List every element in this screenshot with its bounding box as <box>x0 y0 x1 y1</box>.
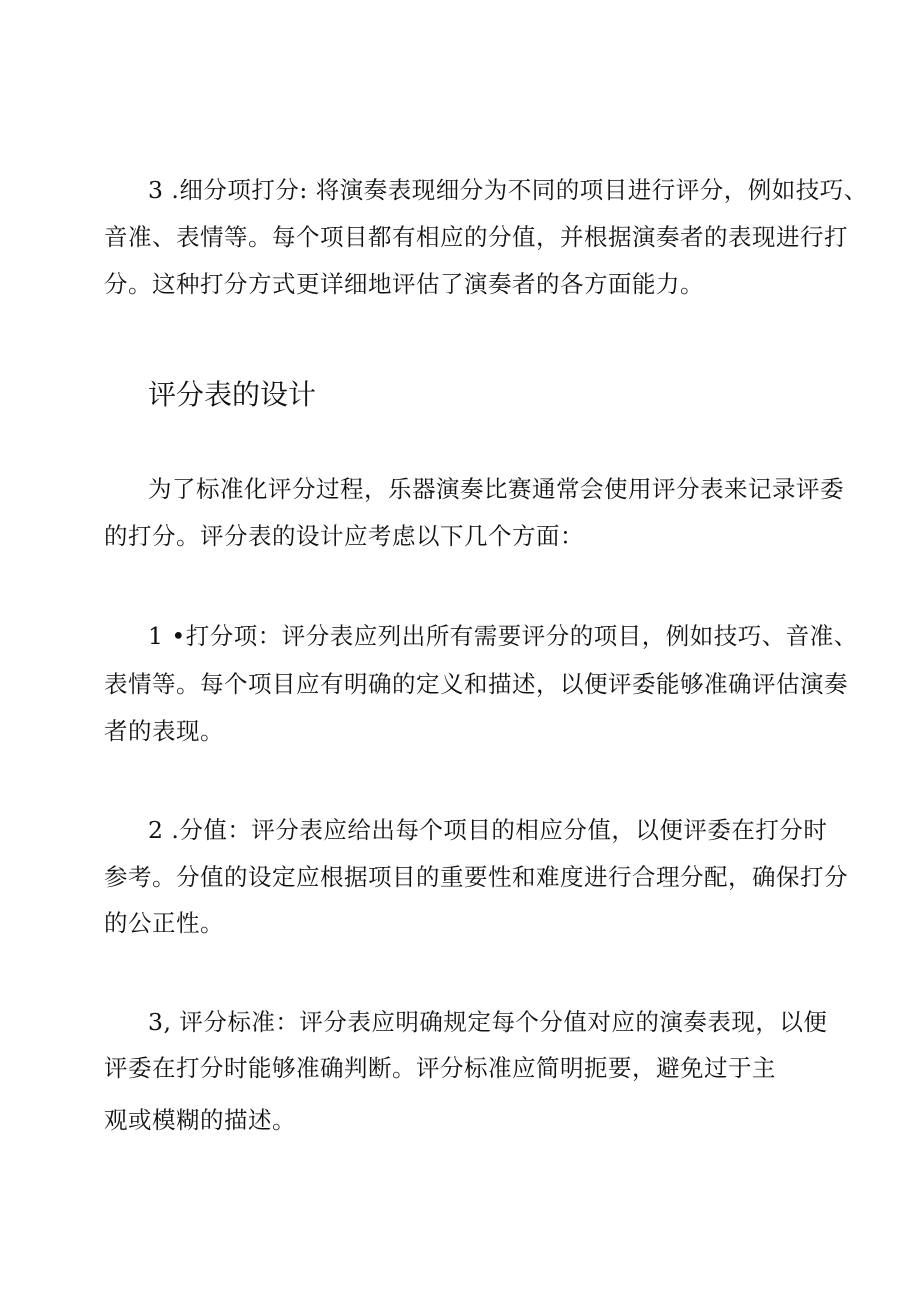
paragraph-line: 3 .细分项打分: 将演奏表现细分为不同的项目进行评分，例如技巧、 <box>148 176 868 204</box>
list-item-line: 者的表现。 <box>104 717 224 745</box>
list-item-line: 3, 评分标准：评分表应明确规定每个分值对应的演奏表现，以便 <box>148 1008 828 1036</box>
list-item-line: 2 .分值：评分表应给出每个项目的相应分值，以便评委在打分时 <box>148 816 828 844</box>
list-item-line: 参考。分值的设定应根据项目的重要性和难度进行合理分配，确保打分 <box>104 863 848 891</box>
paragraph-line: 的打分。评分表的设计应考虑以下几个方面： <box>104 522 584 550</box>
list-item-line: 的公正性。 <box>104 909 224 937</box>
list-item-line: 1 •打分项：评分表应列出所有需要评分的项目，例如技巧、音准、 <box>148 622 858 650</box>
section-heading: 评分表的设计 <box>148 378 317 411</box>
paragraph-line: 为了标准化评分过程，乐器演奏比赛通常会使用评分表来记录评委 <box>148 475 844 503</box>
list-item-line: 表情等。每个项目应有明确的定义和描述，以便评委能够准确评估演奏 <box>104 670 848 698</box>
list-item-line: 观或模糊的描述。 <box>104 1106 296 1134</box>
paragraph-line: 音准、表情等。每个项目都有相应的分值，并根据演奏者的表现进行打 <box>104 223 848 251</box>
paragraph-line: 分。这种打分方式更详细地评估了演奏者的各方面能力。 <box>104 270 704 298</box>
list-item-line: 评委在打分时能够准确判断。评分标准应简明扼要，避免过于主 <box>104 1054 776 1082</box>
